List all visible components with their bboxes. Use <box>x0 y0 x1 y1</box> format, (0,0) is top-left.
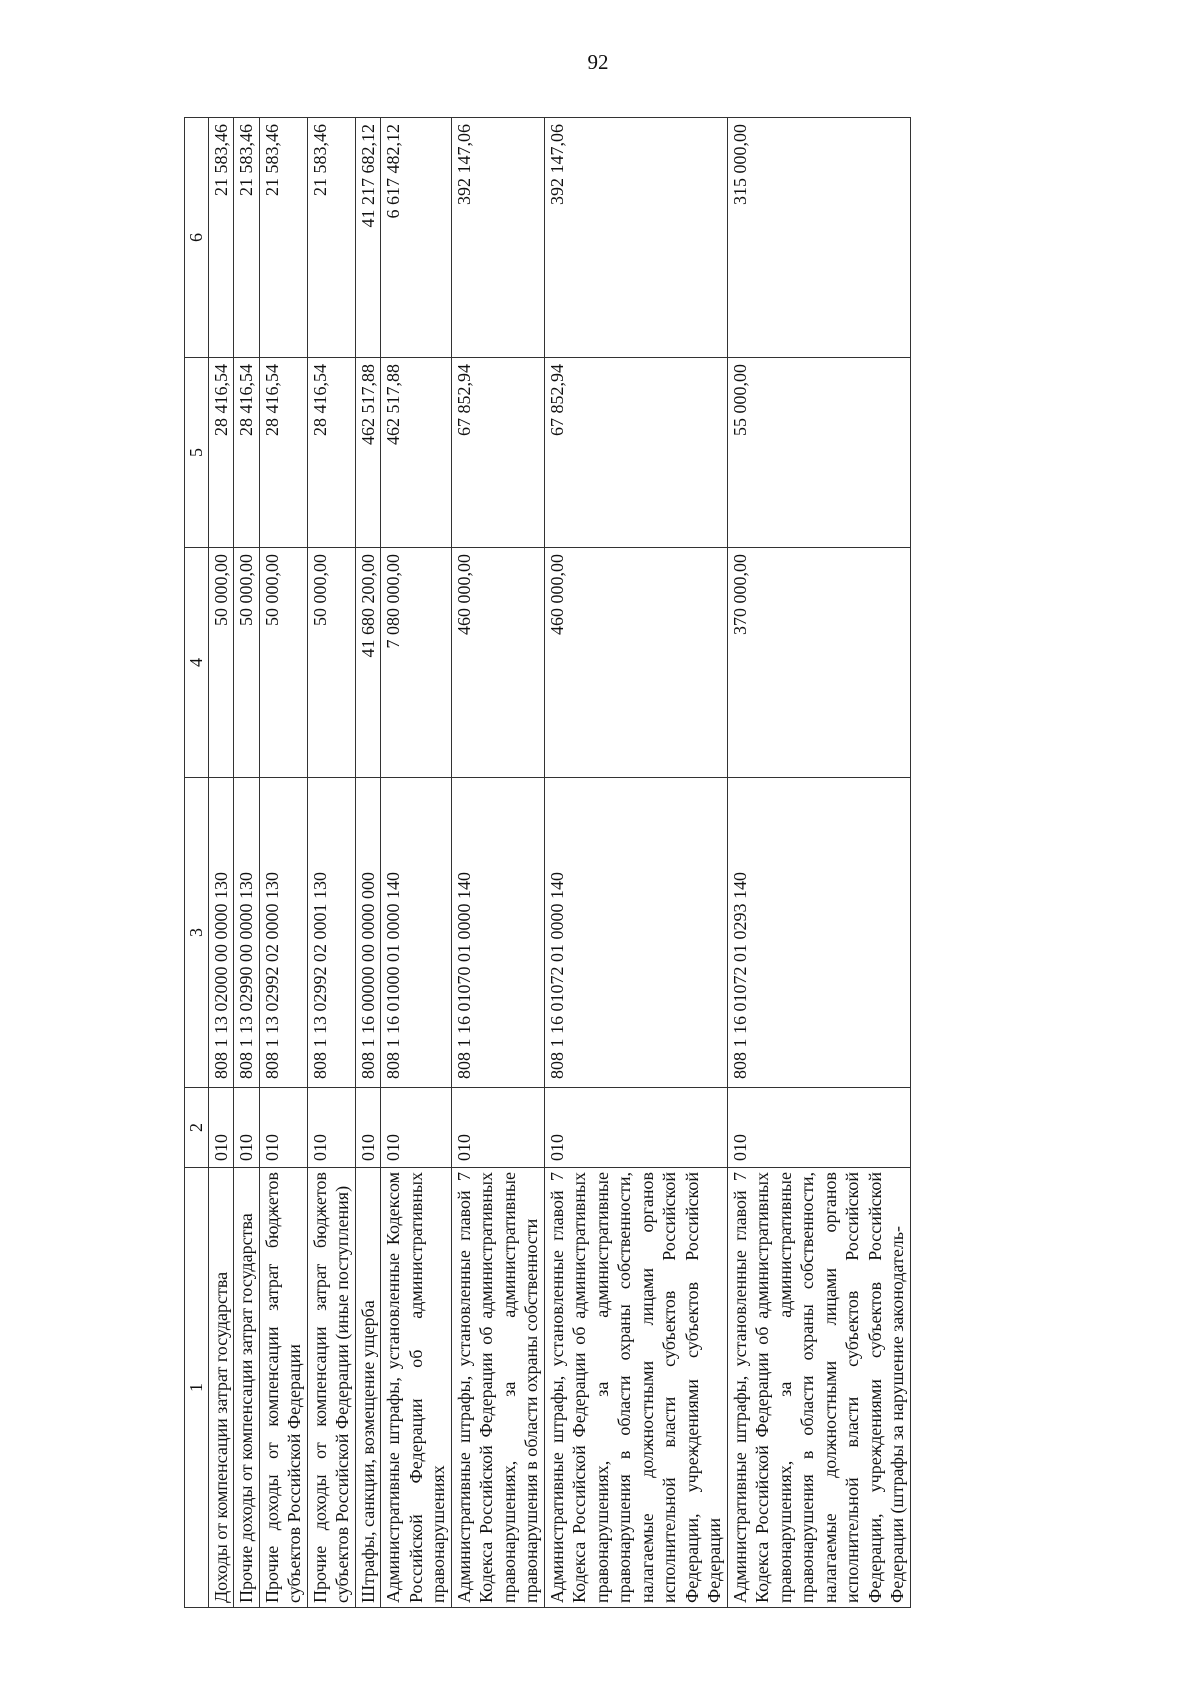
row-executed-amount-cell: 28 416,54 <box>307 358 355 548</box>
column-header: 3 <box>185 778 209 1088</box>
table-header-row <box>185 118 209 1608</box>
row-chapter-code-cell: 010 <box>259 1088 307 1168</box>
row-name-cell: Прочие доходы от компенсации затрат бюджетов субъектов Российской Федерации (иные поступления) <box>307 1168 355 1608</box>
row-approved-amount-cell: 370 000,00 <box>727 548 910 778</box>
table-row <box>727 118 910 1608</box>
column-header: 6 <box>185 118 209 358</box>
row-chapter-code-cell: 010 <box>355 1088 381 1168</box>
table-row <box>451 118 544 1608</box>
row-approved-amount-cell: 50 000,00 <box>208 548 234 778</box>
row-approved-amount-cell: 50 000,00 <box>259 548 307 778</box>
row-budget-code-cell: 808 1 16 01000 01 0000 140 <box>381 778 452 1088</box>
row-name-cell: Административные штрафы, установленные главой 7 Кодекса Российской Федерации об административных правонарушениях, за административные правонарушения в области охраны собственности <box>451 1168 544 1608</box>
row-budget-code-cell: 808 1 16 01072 01 0000 140 <box>544 778 727 1088</box>
row-unexecuted-amount-cell: 392 147,06 <box>451 118 544 358</box>
column-header: 2 <box>185 1088 209 1168</box>
row-unexecuted-amount-cell: 21 583,46 <box>307 118 355 358</box>
table-row <box>355 118 381 1608</box>
row-unexecuted-amount-cell: 21 583,46 <box>234 118 260 358</box>
table-row <box>307 118 355 1608</box>
row-unexecuted-amount-cell: 6 617 482,12 <box>381 118 452 358</box>
row-budget-code-cell: 808 1 16 01072 01 0293 140 <box>727 778 910 1088</box>
row-approved-amount-cell: 460 000,00 <box>544 548 727 778</box>
row-approved-amount-cell: 41 680 200,00 <box>355 548 381 778</box>
row-budget-code-cell: 808 1 13 02992 02 0001 130 <box>307 778 355 1088</box>
row-approved-amount-cell: 50 000,00 <box>307 548 355 778</box>
table-row <box>544 118 727 1608</box>
column-header: 4 <box>185 548 209 778</box>
budget-table-body <box>185 118 911 1608</box>
page-number: 92 <box>587 50 609 74</box>
row-chapter-code-cell: 010 <box>307 1088 355 1168</box>
row-approved-amount-cell: 50 000,00 <box>234 548 260 778</box>
row-unexecuted-amount-cell: 21 583,46 <box>208 118 234 358</box>
row-executed-amount-cell: 462 517,88 <box>381 358 452 548</box>
row-unexecuted-amount-cell: 392 147,06 <box>544 118 727 358</box>
row-name-cell: Административные штрафы, установленные главой 7 Кодекса Российской Федерации об административных правонарушениях, за административные правонарушения в области охраны собственности, налагаемые должностными лицами органов исполнительной власти субъектов Российской Федерации, учреждениями субъектов Российской Федерации (штрафы за нарушение законодатель- <box>727 1168 910 1608</box>
row-executed-amount-cell: 67 852,94 <box>451 358 544 548</box>
row-approved-amount-cell: 460 000,00 <box>451 548 544 778</box>
row-name-cell: Штрафы, санкции, возмещение ущерба <box>355 1168 381 1608</box>
row-unexecuted-amount-cell: 41 217 682,12 <box>355 118 381 358</box>
row-budget-code-cell: 808 1 13 02000 00 0000 130 <box>208 778 234 1088</box>
row-chapter-code-cell: 010 <box>727 1088 910 1168</box>
row-budget-code-cell: 808 1 13 02992 02 0000 130 <box>259 778 307 1088</box>
table-row <box>259 118 307 1608</box>
row-approved-amount-cell: 7 080 000,00 <box>381 548 452 778</box>
row-executed-amount-cell: 462 517,88 <box>355 358 381 548</box>
row-name-cell: Доходы от компенсации затрат государства <box>208 1168 234 1608</box>
row-executed-amount-cell: 28 416,54 <box>234 358 260 548</box>
table-row <box>208 118 234 1608</box>
budget-table <box>184 117 911 1608</box>
row-chapter-code-cell: 010 <box>451 1088 544 1168</box>
budget-table-rotated <box>184 118 1090 1608</box>
table-row <box>234 118 260 1608</box>
row-name-cell: Административные штрафы, установленные Кодексом Российской Федерации об административных правонарушениях <box>381 1168 452 1608</box>
row-name-cell: Административные штрафы, установленные главой 7 Кодекса Российской Федерации об административных правонарушениях, за административные правонарушения в области охраны собственности, налагаемые должностными лицами органов исполнительной власти субъектов Российской Федерации, учреждениями субъектов Российской Федерации <box>544 1168 727 1608</box>
row-chapter-code-cell: 010 <box>544 1088 727 1168</box>
row-budget-code-cell: 808 1 13 02990 00 0000 130 <box>234 778 260 1088</box>
row-unexecuted-amount-cell: 21 583,46 <box>259 118 307 358</box>
table-row <box>381 118 452 1608</box>
row-chapter-code-cell: 010 <box>208 1088 234 1168</box>
row-name-cell: Прочие доходы от компенсации затрат государства <box>234 1168 260 1608</box>
row-unexecuted-amount-cell: 315 000,00 <box>727 118 910 358</box>
row-executed-amount-cell: 28 416,54 <box>259 358 307 548</box>
row-budget-code-cell: 808 1 16 00000 00 0000 000 <box>355 778 381 1088</box>
row-chapter-code-cell: 010 <box>381 1088 452 1168</box>
row-chapter-code-cell: 010 <box>234 1088 260 1168</box>
row-executed-amount-cell: 55 000,00 <box>727 358 910 548</box>
row-name-cell: Прочие доходы от компенсации затрат бюджетов субъектов Российской Федерации <box>259 1168 307 1608</box>
column-header: 1 <box>185 1168 209 1608</box>
row-executed-amount-cell: 28 416,54 <box>208 358 234 548</box>
row-executed-amount-cell: 67 852,94 <box>544 358 727 548</box>
column-header: 5 <box>185 358 209 548</box>
row-budget-code-cell: 808 1 16 01070 01 0000 140 <box>451 778 544 1088</box>
